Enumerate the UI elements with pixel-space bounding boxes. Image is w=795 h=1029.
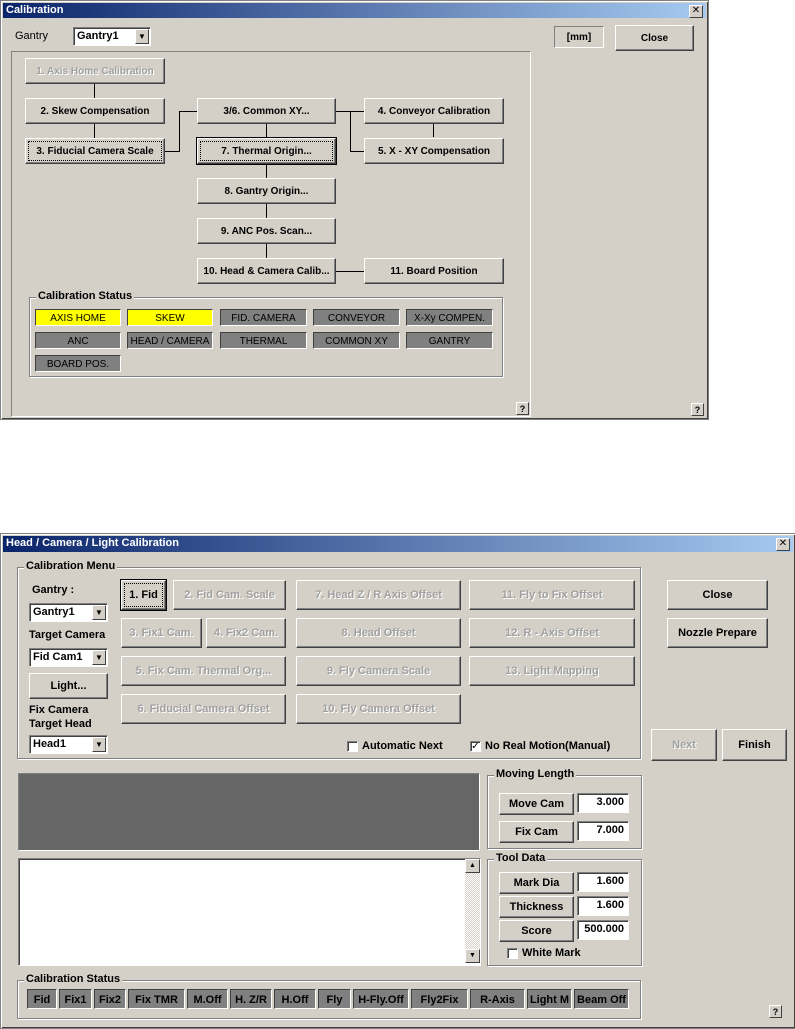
status-gantry: GANTRY	[406, 332, 493, 349]
chevron-down-icon[interactable]: ▼	[135, 29, 149, 44]
skew-compensation-button[interactable]: 2. Skew Compensation	[25, 98, 165, 124]
no-real-motion-checkbox[interactable]	[470, 740, 610, 752]
head-camera-calib-button[interactable]: 10. Head & Camera Calib...	[197, 258, 336, 284]
connector-line	[350, 111, 351, 152]
scroll-up-icon[interactable]: ▲	[465, 859, 480, 873]
status-strip	[27, 989, 633, 1009]
calibration-menu-title: Calibration Menu	[26, 560, 116, 572]
head-camera-titlebar	[3, 536, 793, 552]
connector-line	[335, 271, 365, 272]
fix1-cam-button[interactable]: 3. Fix1 Cam.	[121, 618, 202, 648]
r-axis-offset-button[interactable]: 12. R - Axis Offset	[469, 618, 635, 648]
target-camera-select[interactable]	[29, 648, 108, 667]
fix-cam-input[interactable]: 7.000	[577, 821, 629, 841]
head-offset-button[interactable]: 8. Head Offset	[296, 618, 461, 648]
status-h-off: H.Off	[274, 989, 316, 1009]
calibration-status-title: Calibration Status	[38, 290, 133, 302]
check-icon[interactable]: ✓	[471, 740, 480, 752]
fix-cam-thermal-org-button[interactable]: 5. Fix Cam. Thermal Org...	[121, 656, 286, 686]
gantry-value: Gantry1	[33, 606, 75, 618]
connector-line	[433, 123, 434, 137]
next-button[interactable]: Next	[651, 729, 717, 761]
anc-pos-scan-button[interactable]: 9. ANC Pos. Scan...	[197, 218, 336, 244]
axis-home-calibration-button[interactable]: 1. Axis Home Calibration	[25, 58, 165, 84]
gantry-select[interactable]	[29, 603, 108, 622]
checkbox-box[interactable]	[507, 948, 518, 959]
white-mark-label: White Mark	[522, 947, 581, 959]
connector-line	[266, 164, 267, 179]
mark-dia-input[interactable]: 1.600	[577, 872, 629, 892]
thermal-origin-button[interactable]: 7. Thermal Origin...	[197, 138, 336, 164]
status-beam-off: Beam Off	[574, 989, 629, 1009]
light-button[interactable]: Light...	[29, 673, 108, 699]
connector-line	[266, 204, 267, 219]
head-zr-axis-offset-button[interactable]: 7. Head Z / R Axis Offset	[296, 580, 461, 610]
connector-line	[94, 123, 95, 139]
fly-to-fix-offset-button[interactable]: 11. Fly to Fix Offset	[469, 580, 635, 610]
status-fix1: Fix1	[59, 989, 92, 1009]
common-xy-button[interactable]: 3/6. Common XY...	[197, 98, 336, 124]
gantry-select[interactable]	[73, 27, 151, 46]
status-fid-camera: FID. CAMERA	[220, 309, 307, 326]
close-button[interactable]: Close	[615, 25, 694, 51]
log-text-area[interactable]	[18, 858, 481, 966]
fly-camera-offset-button[interactable]: 10. Fly Camera Offset	[296, 694, 461, 724]
score-label: Score	[499, 920, 574, 942]
connector-line	[94, 83, 95, 98]
checkbox-box[interactable]	[347, 741, 358, 752]
help-icon[interactable]: ?	[769, 1005, 782, 1018]
target-camera-value: Fid Cam1	[33, 651, 83, 663]
fix-cam-label: Fix Cam	[499, 821, 574, 843]
status-skew: SKEW	[127, 309, 213, 326]
fid-button[interactable]: 1. Fid	[121, 580, 166, 610]
fly-camera-scale-button[interactable]: 9. Fly Camera Scale	[296, 656, 461, 686]
white-mark-checkbox[interactable]	[507, 947, 581, 959]
connector-line	[266, 244, 267, 259]
connector-line	[179, 111, 198, 112]
move-cam-label: Move Cam	[499, 793, 574, 815]
status-h-fly-off: H-Fly.Off	[353, 989, 409, 1009]
target-head-label: Target Head	[29, 718, 92, 730]
scroll-down-icon[interactable]: ▼	[465, 949, 480, 963]
status-axis-home: AXIS HOME	[35, 309, 121, 326]
window-title: Calibration	[6, 4, 64, 16]
light-mapping-button[interactable]: 13. Light Mapping	[469, 656, 635, 686]
conveyor-calibration-button[interactable]: 4. Conveyor Calibration	[364, 98, 504, 124]
close-icon[interactable]: ✕	[689, 5, 703, 18]
status-xxy-compen: X-Xy COMPEN.	[406, 309, 493, 326]
fid-cam-scale-button[interactable]: 2. Fid Cam. Scale	[173, 580, 286, 610]
chevron-down-icon[interactable]: ▼	[92, 650, 106, 665]
score-input[interactable]: 500.000	[577, 920, 629, 940]
connector-line	[179, 111, 180, 152]
target-head-value: Head1	[33, 738, 67, 750]
camera-image-area[interactable]	[18, 773, 480, 851]
connector-line	[350, 151, 365, 152]
tool-data-title: Tool Data	[496, 852, 546, 864]
automatic-next-label: Automatic Next	[362, 740, 443, 752]
connector-line	[163, 151, 180, 152]
fix-camera-label: Fix Camera	[29, 704, 89, 716]
finish-button[interactable]: Finish	[722, 729, 787, 761]
chevron-down-icon[interactable]: ▼	[92, 605, 106, 620]
x-xy-compensation-button[interactable]: 5. X - XY Compensation	[364, 138, 504, 164]
status-m-off: M.Off	[187, 989, 228, 1009]
calibration-window	[0, 0, 709, 420]
status-fly: Fly	[318, 989, 351, 1009]
close-button[interactable]: Close	[667, 580, 768, 610]
thickness-label: Thickness	[499, 896, 574, 918]
status-fid: Fid	[27, 989, 57, 1009]
thickness-input[interactable]: 1.600	[577, 896, 629, 916]
head-camera-light-calibration-window	[0, 533, 795, 1029]
chevron-down-icon[interactable]: ▼	[92, 737, 106, 752]
gantry-label: Gantry	[15, 30, 49, 42]
scrollbar[interactable]	[465, 859, 480, 963]
board-position-button[interactable]: 11. Board Position	[364, 258, 504, 284]
status-light-m: Light M	[527, 989, 572, 1009]
status-head-camera: HEAD / CAMERA	[127, 332, 213, 349]
help-icon[interactable]: ?	[516, 402, 529, 415]
target-head-select[interactable]	[29, 735, 108, 754]
moving-length-title: Moving Length	[496, 768, 575, 780]
move-cam-input[interactable]: 3.000	[577, 793, 629, 813]
gantry-origin-button[interactable]: 8. Gantry Origin...	[197, 178, 336, 204]
status-h-zr: H. Z/R	[230, 989, 272, 1009]
close-icon[interactable]: ✕	[776, 538, 790, 551]
mark-dia-label: Mark Dia	[499, 872, 574, 894]
status-fix-tmr: Fix TMR	[128, 989, 185, 1009]
status-anc: ANC	[35, 332, 121, 349]
target-camera-label: Target Camera	[29, 629, 106, 641]
fiducial-camera-scale-button[interactable]: 3. Fiducial Camera Scale	[25, 138, 165, 164]
status-fix2: Fix2	[94, 989, 126, 1009]
automatic-next-checkbox[interactable]	[347, 740, 443, 752]
help-icon[interactable]: ?	[691, 403, 704, 416]
unit-indicator: [mm]	[554, 26, 604, 48]
calibration-titlebar	[3, 3, 706, 18]
gantry-label: Gantry :	[32, 584, 75, 596]
status-thermal: THERMAL	[220, 332, 307, 349]
status-fly2fix: Fly2Fix	[411, 989, 468, 1009]
status-common-xy: COMMON XY	[313, 332, 400, 349]
status-r-axis: R-Axis	[470, 989, 525, 1009]
calibration-status-title: Calibration Status	[26, 973, 121, 985]
status-board-pos: BOARD POS.	[35, 355, 121, 372]
fix2-cam-button[interactable]: 4. Fix2 Cam.	[206, 618, 286, 648]
window-title: Head / Camera / Light Calibration	[6, 537, 179, 549]
connector-line	[266, 123, 267, 138]
status-conveyor: CONVEYOR	[313, 309, 400, 326]
fiducial-camera-offset-button[interactable]: 6. Fiducial Camera Offset	[121, 694, 286, 724]
gantry-value: Gantry1	[77, 30, 119, 42]
nozzle-prepare-button[interactable]: Nozzle Prepare	[667, 618, 768, 648]
no-real-motion-label: No Real Motion(Manual)	[485, 740, 611, 752]
